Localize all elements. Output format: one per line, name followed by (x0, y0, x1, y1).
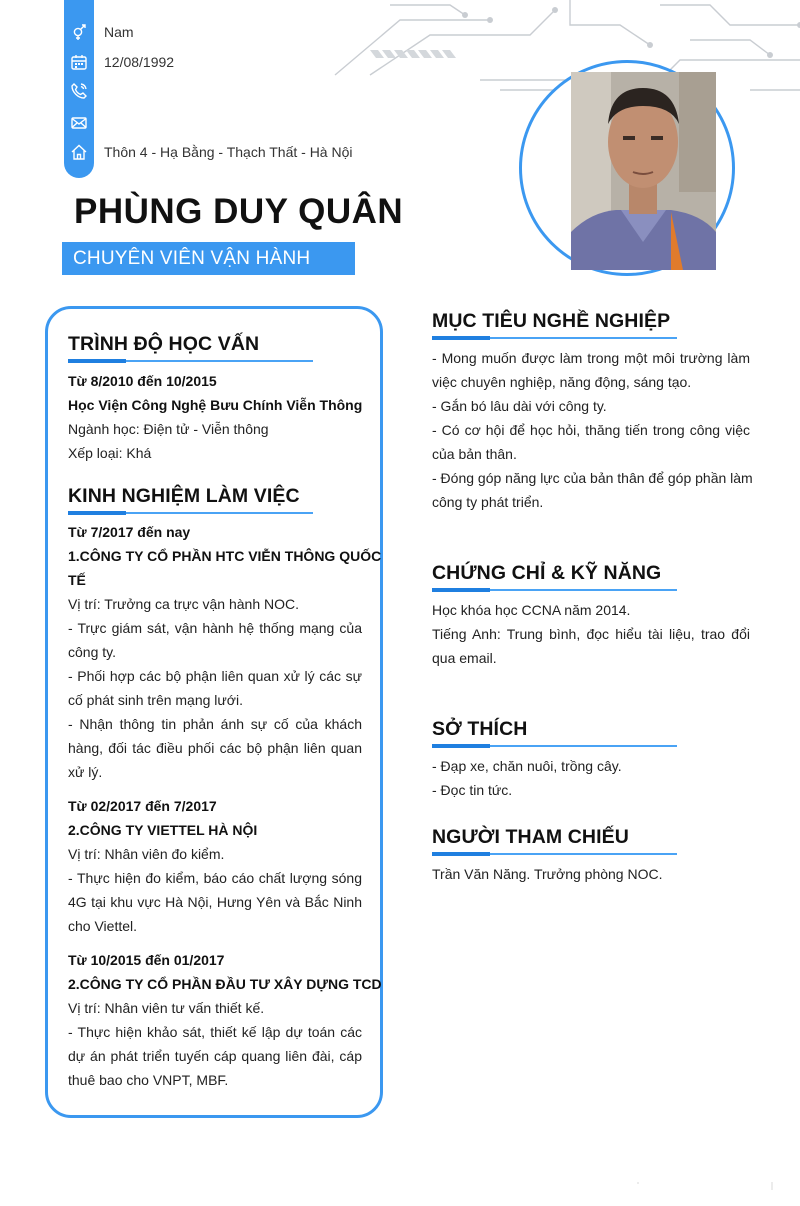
job-period: Từ 02/2017 đến 7/2017 (68, 798, 217, 814)
job-title: CHUYÊN VIÊN VẬN HÀNH (62, 242, 355, 275)
job-line: xử lý. (68, 764, 103, 780)
job-line: cố phát sinh trên mạng lưới. (68, 692, 243, 708)
job-line: thuê bao cho VNPT, MBF. (68, 1072, 229, 1088)
education-underline (68, 360, 313, 362)
profile-photo (571, 72, 716, 270)
hobbies-underline (432, 745, 677, 747)
skills-underline (432, 589, 677, 591)
job-line: công ty. (68, 644, 116, 660)
job-line: - Thực hiện khảo sát, thiết kế lập dự toán các (68, 1024, 362, 1040)
job-line: - Nhận thông tin phản ánh sự cố của khách (68, 716, 362, 732)
education-period: Từ 8/2010 đến 10/2015 (68, 373, 217, 389)
hobbies-line: - Đạp xe, chăn nuôi, trồng cây. (432, 758, 622, 774)
mail-icon (70, 114, 88, 132)
job-line: - Phối hợp các bộ phận liên quan xử lý các sự (68, 668, 362, 684)
objective-line: - Mong muốn được làm trong một môi trường làm (432, 350, 750, 366)
contact-dob: 12/08/1992 (104, 54, 175, 70)
objective-line: công ty phát triển. (432, 494, 544, 510)
job-line: dự án phát triển tuyến cáp quang liên đài, cáp (68, 1048, 362, 1064)
job-company: TẾ (68, 572, 86, 588)
job-company: 2.CÔNG TY VIETTEL HÀ NỘI (68, 822, 258, 838)
phone-icon (70, 82, 88, 100)
job-line: Vị trí: Nhân viên đo kiểm. (68, 846, 225, 862)
page-tick-marks (636, 1178, 776, 1192)
skills-line: Tiếng Anh: Trung bình, đọc hiểu tài liệu, trao đổi (432, 626, 750, 642)
experience-heading: KINH NGHIỆM LÀM VIỆC (68, 485, 300, 507)
education-school: Học Viện Công Nghệ Bưu Chính Viễn Thông (68, 397, 363, 413)
home-icon (70, 143, 88, 161)
job-line: Vị trí: Nhân viên tư vấn thiết kế. (68, 1000, 265, 1016)
job-line: - Thực hiện đo kiểm, báo cáo chất lượng sóng (68, 870, 362, 886)
skills-line: qua email. (432, 650, 497, 666)
hobbies-line: - Đọc tin tức. (432, 782, 513, 798)
contact-gender: Nam (104, 24, 134, 40)
objective-line: - Có cơ hội để học hỏi, thăng tiến trong công việc (432, 422, 750, 438)
skills-heading: CHỨNG CHỈ & KỸ NĂNG (432, 562, 662, 584)
hobbies-heading: SỞ THÍCH (432, 718, 528, 740)
references-underline (432, 853, 677, 855)
skills-line: Học khóa học CCNA năm 2014. (432, 602, 631, 618)
contact-address: Thôn 4 - Hạ Bằng - Thạch Thất - Hà Nội (104, 144, 353, 160)
objective-line: việc chuyên nghiệp, năng động, sáng tạo. (432, 374, 692, 390)
job-company: 1.CÔNG TY CỔ PHẦN HTC VIỄN THÔNG QUỐC (68, 548, 382, 564)
objective-underline (432, 337, 677, 339)
objective-heading: MỤC TIÊU NGHỀ NGHIỆP (432, 310, 671, 332)
candidate-name: PHÙNG DUY QUÂN (74, 192, 404, 231)
education-major: Ngành học: Điện tử - Viễn thông (68, 421, 269, 437)
job-period: Từ 7/2017 đến nay (68, 524, 191, 540)
gender-icon (70, 23, 88, 41)
job-line: hàng, đối tác điều phối các bộ phận liên quan (68, 740, 362, 756)
job-line: 4G tại khu vực Hà Nội, Hưng Yên và Bắc Ninh (68, 894, 362, 910)
job-line: cho Viettel. (68, 918, 138, 934)
references-heading: NGƯỜI THAM CHIẾU (432, 826, 629, 848)
calendar-icon (70, 53, 88, 71)
job-company: 2.CÔNG TY CỔ PHẦN ĐẦU TƯ XÂY DỰNG TCD (68, 976, 382, 992)
objective-line: - Đóng góp năng lực của bản thân để góp phần làm (432, 470, 753, 486)
experience-underline (68, 512, 313, 514)
job-line: - Trực giám sát, vận hành hệ thống mạng của (68, 620, 362, 636)
education-heading: TRÌNH ĐỘ HỌC VẤN (68, 333, 260, 355)
education-grade: Xếp loại: Khá (68, 445, 152, 461)
objective-line: - Gắn bó lâu dài với công ty. (432, 398, 607, 414)
objective-line: của bản thân. (432, 446, 517, 462)
job-period: Từ 10/2015 đến 01/2017 (68, 952, 225, 968)
job-line: Vị trí: Trưởng ca trực vận hành NOC. (68, 596, 299, 612)
references-line: Trần Văn Năng. Trưởng phòng NOC. (432, 866, 663, 882)
